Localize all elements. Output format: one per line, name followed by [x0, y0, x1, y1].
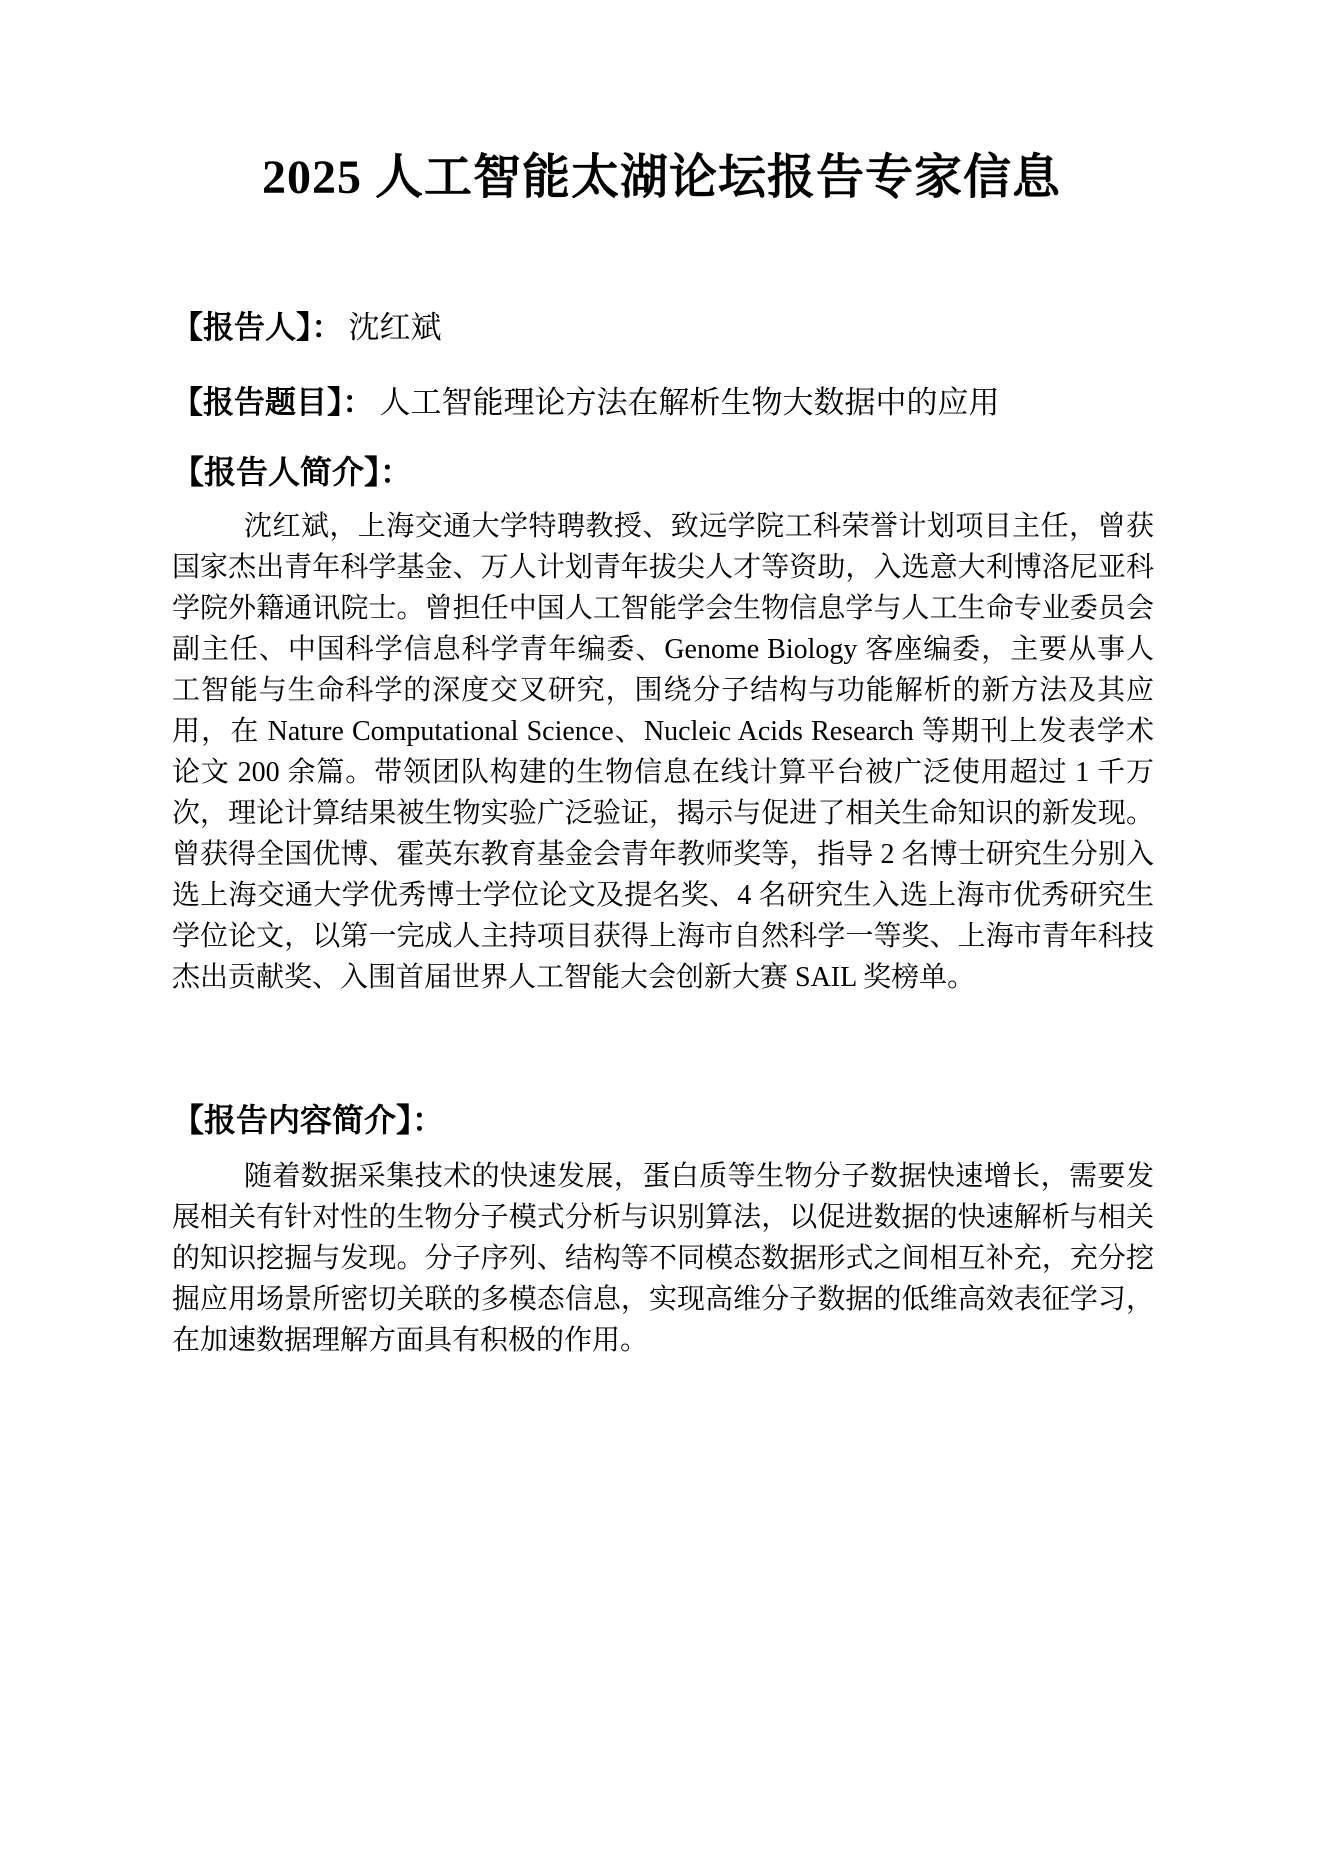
speaker-line: [172, 308, 1154, 348]
topic-title: 人工智能理论方法在解析生物大数据中的应用: [379, 385, 1000, 420]
content-paragraph: 随着数据采集技术的快速发展，蛋白质等生物分子数据快速增长，需要发展相关有针对性的生物分子模式分析与识别算法，以促进数据的快速解析与相关的知识挖掘与发现。分子序列、结构等不同模态数据形式之间相互补充，充分挖掘应用场景所密切关联的多模态信息，实现高维分子数据的低维高效表征学习，在加速数据理解方面具有积极的作用。: [172, 1161, 1154, 1356]
speaker-name: 沈红斌: [348, 310, 442, 345]
bio-paragraph: 沈红斌，上海交通大学特聘教授、致远学院工科荣誉计划项目主任，曾获国家杰出青年科学基金、万人计划青年拔尖人才等资助，入选意大利博洛尼亚科学院外籍通讯院士。曾担任中国人工智能学会生物信息学与人工生命专业委员会副主任、中国科学信息科学青年编委、Genome Biology 客座编委，主要从事人工智能与生命科学的深度交叉研究，围绕分子结构与功能解析的新方法及其应用，在 Nature Computational Science、Nucleic Acids Research 等期刊上发表学术论文 200 余篇。带领团队构建的生物信息在线计算平台被广泛使用超过 1 千万次，理论计算结果被生物实验广泛验证，揭示与促进了相关生命知识的新发现。曾获得全国优博、霍英东教育基金会青年教师奖等，指导 2 名博士研究生分别入选上海交通大学优秀博士学位论文及提名奖、4 名研究生入选上海市优秀研究生学位论文，以第一完成人主持项目获得上海市自然科学一等奖、上海市青年科技杰出贡献奖、入围首届世界人工智能大会创新大赛 SAIL 奖榜单。: [172, 511, 1154, 993]
page-title: 2025 人工智能太湖论坛报告专家信息: [261, 151, 1061, 204]
topic-label: 【报告题目】：: [172, 385, 374, 420]
content-section-heading: 【报告内容简介】：: [172, 1102, 445, 1138]
topic-line: [172, 383, 1154, 423]
bio-section-heading: 【报告人简介】：: [172, 454, 413, 490]
speaker-label: 【报告人】：: [172, 310, 343, 345]
